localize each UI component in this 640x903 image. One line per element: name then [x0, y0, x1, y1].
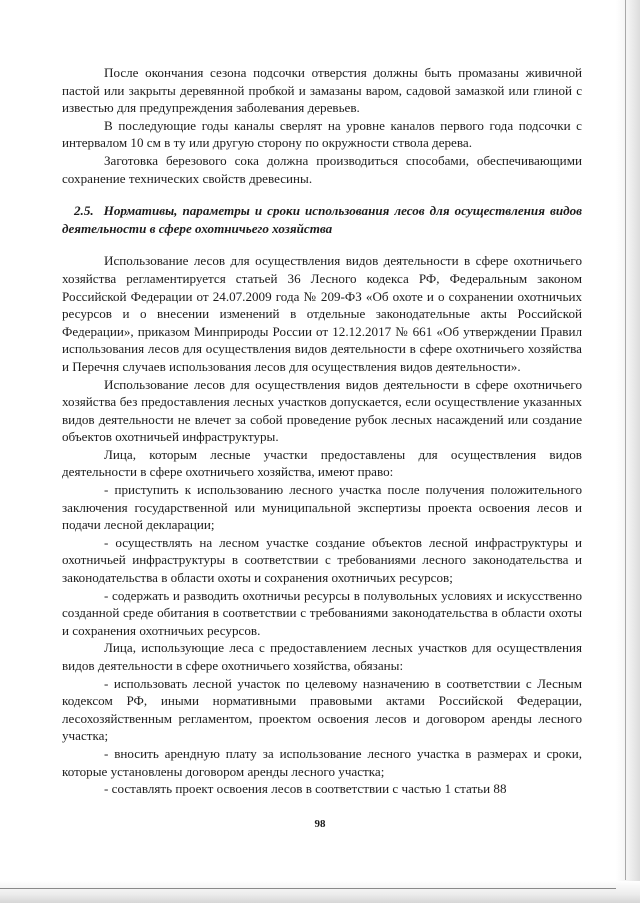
list-item-duty-1: - использовать лесной участок по целевому назначению в соответствии с Лесным кодексом РФ, иными нормативными правовыми актами Российской Федерации, лесохозяйственным регламентом, проектом освоения лесов и договором аренды лесного участка; [62, 675, 582, 744]
list-item-duty-3: - составлять проект освоения лесов в соответствии с частью 1 статьи 88 [104, 781, 507, 797]
paragraph-birch-sap: Заготовка березового сока должна производиться способами, обеспечивающими сохранение технических свойств древесины. [62, 152, 582, 186]
section-heading [62, 202, 582, 237]
list-item-right-3: - содержать и разводить охотничьи ресурсы в полувольных условиях и искусственно созданной среде обитания в соответствии с требованиями законодательства в области охоты и сохранения охотничьих ресурсов. [62, 587, 582, 638]
list-item-right-2: - осуществлять на лесном участке создание объектов лесной инфраструктуры и охотничьей инфраструктуры в соответствии с требованиями лесного законодательства и законодательства в области охоты и сохранения охотничьих ресурсов; [62, 534, 582, 586]
paragraph-duties-intro: Лица, использующие леса с предоставлением лесных участков для осуществления видов деятельности в сфере охотничьего хозяйства, обязаны: [62, 640, 582, 673]
paragraph-rights-intro: Лица, которым лесные участки предоставлены для осуществления видов деятельности в сфере охотничьего хозяйства, имеют право: [62, 446, 582, 480]
paragraph-sealing: После окончания сезона подсочки отверстия должны быть промазаны живичной пастой или закрыты деревянной пробкой и замазаны варом, садовой замазкой или глиной с известью для предупреждения заболевания деревьев. [62, 65, 582, 116]
scan-line-right [625, 0, 626, 880]
list-item-duty-2: - вносить арендную плату за использование лесного участка в размерах и сроки, которые установлены договором аренды лесного участка; [62, 745, 582, 779]
list-item-right-1: - приступить к использованию лесного участка после получения положительного заключения государственной или муниципальной экспертизы проекта освоения лесов и подачи лесной декларации; [62, 482, 582, 533]
page-content [62, 64, 582, 798]
section-number: 2.5. [74, 203, 94, 219]
scan-line-bottom [0, 888, 616, 889]
section-title: Нормативы, параметры и сроки использования лесов для осуществления видов деятельности в сфере охотничьего хозяйства [62, 203, 582, 236]
page-number: 98 [314, 818, 326, 830]
scan-edge-bottom [0, 881, 640, 903]
paragraph-regulation: Использование лесов для осуществления видов деятельности в сфере охотничьего хозяйства регламентируется статьей 36 Лесного кодекса РФ, Федеральным законом Российской Федерации от 24.07.2009 года № 209-ФЗ «Об охоте и о сохранении охотничьих ресурсов и о внесении изменений в отдельные законодательные акты Российской Федерации», приказом Минприроды России от 12.12.2017 № 661 «Об утверждении Правил использования лесов для осуществления видов деятельности в сфере охотничьего хозяйства и Перечня случаев использования лесов для осуществления видов деятельности». [62, 253, 582, 374]
scan-edge-right [616, 0, 640, 903]
paragraph-no-plots: Использование лесов для осуществления видов деятельности в сфере охотничьего хозяйства без предоставления лесных участков допускается, если осуществление указанных видов деятельности не влечет за собой проведение рубок лесных насаждений или создание объектов охотничьей инфраструктуры. [62, 376, 582, 445]
paragraph-drilling: В последующие годы каналы сверлят на уровне каналов первого года подсочки с интервалом 10 см в ту или другую сторону по окружности ствола дерева. [62, 117, 582, 151]
